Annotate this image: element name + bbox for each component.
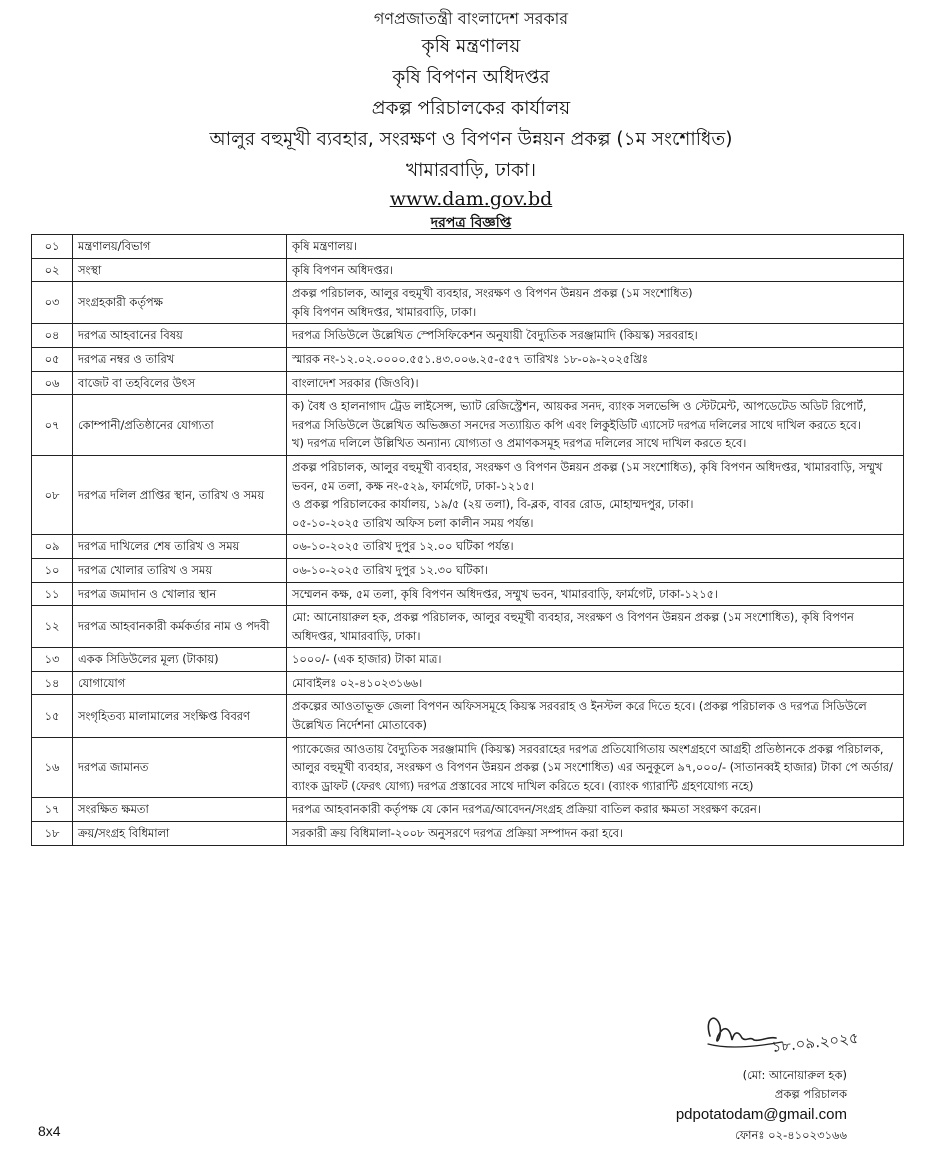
signature-date: ১৮.০৯.২০২৫	[770, 1028, 860, 1056]
row-number: ১০	[32, 558, 73, 582]
row-value	[287, 582, 904, 606]
row-number: ০৯	[32, 535, 73, 559]
row-label: কোম্পানী/প্রতিষ্ঠানের যোগ্যতা	[73, 395, 287, 456]
signature-block	[676, 1066, 847, 1145]
row-value	[287, 671, 904, 695]
row-value	[287, 822, 904, 846]
row-value	[287, 347, 904, 371]
row-number: ১৮	[32, 822, 73, 846]
signatory-designation: প্রকল্প পরিচালক	[774, 1087, 847, 1101]
row-value	[287, 371, 904, 395]
contact-phone: ফোনঃ ০২-৪১০২৩১৬৬	[735, 1128, 847, 1142]
row-label: দরপত্র নম্বর ও তারিখ	[73, 347, 287, 371]
table-row	[32, 535, 904, 559]
table-row	[32, 371, 904, 395]
row-number: ০৬	[32, 371, 73, 395]
row-label: দরপত্র খোলার তারিখ ও সময়	[73, 558, 287, 582]
row-value-paragraph: ০৬-১০-২০২৫ তারিখ দুপুর ১২.০০ ঘটিকা পর্যন্ত।	[292, 539, 514, 554]
table-row	[32, 798, 904, 822]
row-value	[287, 258, 904, 282]
row-value-paragraph: খ) দরপত্র দলিলে উল্লিখিত অন্যান্য যোগ্যতা ও প্রমাণকসমূহ দরপত্র দলিলের সাথে দাখিল করতে হবে।	[292, 436, 747, 451]
row-number: ১৬	[32, 737, 73, 798]
row-number: ০৪	[32, 324, 73, 348]
govt-title: গণপ্রজাতন্ত্রী বাংলাদেশ সরকার	[373, 9, 569, 28]
row-value-paragraph: বাংলাদেশ সরকার (জিওবি)।	[292, 375, 419, 390]
table-row	[32, 582, 904, 606]
office-name: প্রকল্প পরিচালকের কার্যালয়	[371, 98, 571, 119]
table-row	[32, 671, 904, 695]
row-number: ১৩	[32, 648, 73, 672]
row-value-paragraph: দরপত্র আহবানকারী কর্তৃপক্ষ যে কোন দরপত্র/আবেদন/সংগ্রহ প্রক্রিয়া বাতিল করার ক্ষমতা সংরক্ষণ করেন।	[292, 802, 761, 817]
row-value-paragraph: মোবাইলঃ ০২-৪১০২৩১৬৬।	[292, 675, 423, 690]
row-number: ১১	[32, 582, 73, 606]
table-row	[32, 235, 904, 259]
row-value	[287, 648, 904, 672]
table-row	[32, 606, 904, 648]
row-label: সংস্থা	[73, 258, 287, 282]
table-row	[32, 258, 904, 282]
row-label: দরপত্র দলিল প্রাপ্তির স্থান, তারিখ ও সময়	[73, 455, 287, 534]
row-value	[287, 695, 904, 737]
row-label: দরপত্র জমাদান ও খোলার স্থান	[73, 582, 287, 606]
row-number: ০১	[32, 235, 73, 259]
ministry-name: কৃষি মন্ত্রণালয়	[421, 36, 521, 57]
row-label: দরপত্র দাখিলের শেষ তারিখ ও সময়	[73, 535, 287, 559]
table-row	[32, 455, 904, 534]
row-number: ১৫	[32, 695, 73, 737]
row-label: দরপত্র আহবানকারী কর্মকর্তার নাম ও পদবী	[73, 606, 287, 648]
row-value-paragraph: প্রকল্প পরিচালক, আলুর বহুমূখী ব্যবহার, সংরক্ষণ ও বিপণন উন্নয়ন প্রকল্প (১ম সংশোধিত), কৃষি বিপণন অধিদপ্তর, খামারবাড়ি, সম্মুখ ভবন, ৫ম তলা, কক্ষ নং-৫২৯, ফার্মগেট, ঢাকা-১২১৫।	[292, 459, 883, 493]
row-value	[287, 324, 904, 348]
row-number: ১৭	[32, 798, 73, 822]
row-label: একক সিডিউলের মূল্য (টাকায়)	[73, 648, 287, 672]
row-value-paragraph: কৃষি বিপণন অধিদপ্তর।	[292, 262, 393, 277]
row-value	[287, 606, 904, 648]
signature-image	[690, 1006, 860, 1064]
row-number: ০৫	[32, 347, 73, 371]
row-label: দরপত্র আহবানের বিষয়	[73, 324, 287, 348]
office-address: খামারবাড়ি, ঢাকা।	[405, 160, 536, 181]
row-value	[287, 455, 904, 534]
row-number: ০৩	[32, 282, 73, 324]
table-row	[32, 648, 904, 672]
row-value	[287, 282, 904, 324]
row-value-paragraph: ১০০০/- (এক হাজার) টাকা মাত্র।	[292, 652, 442, 667]
tender-table	[31, 234, 904, 846]
row-label: সংরক্ষিত ক্ষমতা	[73, 798, 287, 822]
row-label: দরপত্র জামানত	[73, 737, 287, 798]
row-value-paragraph: মো: আনোয়ারুল হক, প্রকল্প পরিচালক, আলুর বহুমূখী ব্যবহার, সংরক্ষণ ও বিপণন উন্নয়ন প্রকল্প (১ম সংশোধিত), কৃষি বিপণন অধিদপ্তর, খামারবাড়ি, ঢাকা।	[292, 610, 854, 643]
row-number: ১২	[32, 606, 73, 648]
row-value-paragraph: সরকারী ক্রয় বিধিমালা-২০০৮ অনুসরণে দরপত্র প্রক্রিয়া সম্পাদন করা হবে।	[292, 826, 624, 841]
row-value-paragraph: সম্মেলন কক্ষ, ৫ম তলা, কৃষি বিপণন অধিদপ্তর, সম্মুখ ভবন, খামারবাড়ি, ফার্মগেট, ঢাকা-১২১৫।	[292, 586, 719, 601]
table-row	[32, 695, 904, 737]
project-name: আলুর বহুমূখী ব্যবহার, সংরক্ষণ ও বিপণন উন্নয়ন প্রকল্প (১ম সংশোধিত)	[209, 129, 733, 150]
table-row	[32, 558, 904, 582]
signatory-name: (মো: আনোয়ারুল হক)	[742, 1068, 847, 1082]
row-value-paragraph: স্মারক নং-১২.০২.০০০০.৫৫১.৪৩.০০৬.২৫-৫৫৭ তারিখঃ ১৮-০৯-২০২৫খ্রিঃ	[292, 351, 648, 366]
row-value-paragraph: কৃষি বিপণন অধিদপ্তর, খামারবাড়ি, ঢাকা।	[292, 304, 477, 319]
row-value	[287, 535, 904, 559]
row-value-paragraph: প্রকল্পের আওতাভূক্ত জেলা বিপণন অফিসসমূহে কিয়স্ক সরবরাহ ও ইনস্টল করে দিতে হবে। (প্রকল্প পরিচালক ও দরপত্র সিডিউলে উল্লেখিত নির্দেশনা মোতাবেক)	[292, 699, 867, 733]
row-value	[287, 558, 904, 582]
row-value-paragraph: প্যাকেজের আওতায় বৈদ্যুতিক সরঞ্জামাদি (কিয়স্ক) সরবরাহের দরপত্র প্রতিযোগিতায় অংশগ্রহণে আগ্রহী প্রতিষ্ঠানকে প্রকল্প পরিচালক, আলুর বহুমূখী ব্যবহার, সংরক্ষণ ও বিপণন উন্নয়ন প্রকল্প (১ম সংশোধিত) এর অনুকূলে ৯৭,০০০/- (সাতানব্বই হাজার) টাকা পে অর্ডার/ ব্যাংক ড্রাফট (ফেরৎ যোগ্য) দরপত্র প্রস্তাবের সাথে দাখিল করিতে হবে। (ব্যাংক গ্যারান্টি গ্রহণযোগ্য নহে)	[292, 741, 893, 793]
row-value-paragraph: প্রকল্প পরিচালক, আলুর বহুমূখী ব্যবহার, সংরক্ষণ ও বিপণন উন্নয়ন প্রকল্প (১ম সংশোধিত)	[292, 286, 693, 301]
contact-email[interactable]: pdpotatodam@gmail.com	[675, 1106, 847, 1123]
row-value-paragraph: ০৬-১০-২০২৫ তারিখ দুপুর ১২.৩০ ঘটিকা।	[292, 562, 488, 577]
table-row	[32, 737, 904, 798]
notice-title: দরপত্র বিজ্ঞপ্তি	[430, 215, 512, 231]
row-label: সংগ্রহকারী কর্তৃপক্ষ	[73, 282, 287, 324]
row-label: সংগৃহিতব্য মালামালের সংক্ষিপ্ত বিবরণ	[73, 695, 287, 737]
row-number: ০৭	[32, 395, 73, 456]
row-value	[287, 798, 904, 822]
table-row	[32, 347, 904, 371]
row-label: যোগাযোগ	[73, 671, 287, 695]
row-number: ১৪	[32, 671, 73, 695]
row-value-paragraph: ক) বৈধ ও হালনাগাদ ট্রেড লাইসেন্স, ভ্যাট রেজিস্ট্রেশন, আয়কর সনদ, ব্যাংক সলভেন্সি ও স্টেটমেন্ট, আপডেটেড অডিট রিপোর্ট, দরপত্র সিডিউলে উল্লেখিত অভিজ্ঞতা সনদের সত্যায়িত কপি এবং লিকুইডিটি এ্যাসেট দরপত্র দলিলের সাথে দাখিল করতে হবে।	[292, 399, 867, 432]
website-link[interactable]: www.dam.gov.bd	[389, 188, 553, 210]
row-number: ০২	[32, 258, 73, 282]
corner-code: 8x4	[38, 1123, 61, 1139]
row-value	[287, 235, 904, 259]
row-label: বাজেট বা তহবিলের উৎস	[73, 371, 287, 395]
row-value	[287, 395, 904, 456]
row-label: মন্ত্রণালয়/বিভাগ	[73, 235, 287, 259]
row-value	[287, 737, 904, 798]
table-row	[32, 282, 904, 324]
table-row	[32, 324, 904, 348]
document-header	[0, 6, 942, 234]
row-value-paragraph: ০৫-১০-২০২৫ তারিখ অফিস চলা কালীন সময় পর্যন্ত।	[292, 515, 534, 530]
department-name: কৃষি বিপণন অধিদপ্তর	[392, 67, 550, 88]
table-row	[32, 822, 904, 846]
row-value-paragraph: ও প্রকল্প পরিচালকের কার্যালয়, ১৯/৫ (২য় তলা), বি-ব্লক, বাবর রোড, মোহাম্মদপুর, ঢাকা।	[292, 497, 694, 512]
row-label: ক্রয়/সংগ্রহ বিধিমালা	[73, 822, 287, 846]
row-value-paragraph: কৃষি মন্ত্রণালয়।	[292, 239, 357, 253]
row-value-paragraph: দরপত্র সিডিউলে উল্লেখিত স্পেসিফিকেশন অনুযায়ী বৈদ্যুতিক সরঞ্জামাদি (কিয়স্ক) সরবরাহ।	[292, 328, 698, 343]
table-row	[32, 395, 904, 456]
row-number: ০৮	[32, 455, 73, 534]
